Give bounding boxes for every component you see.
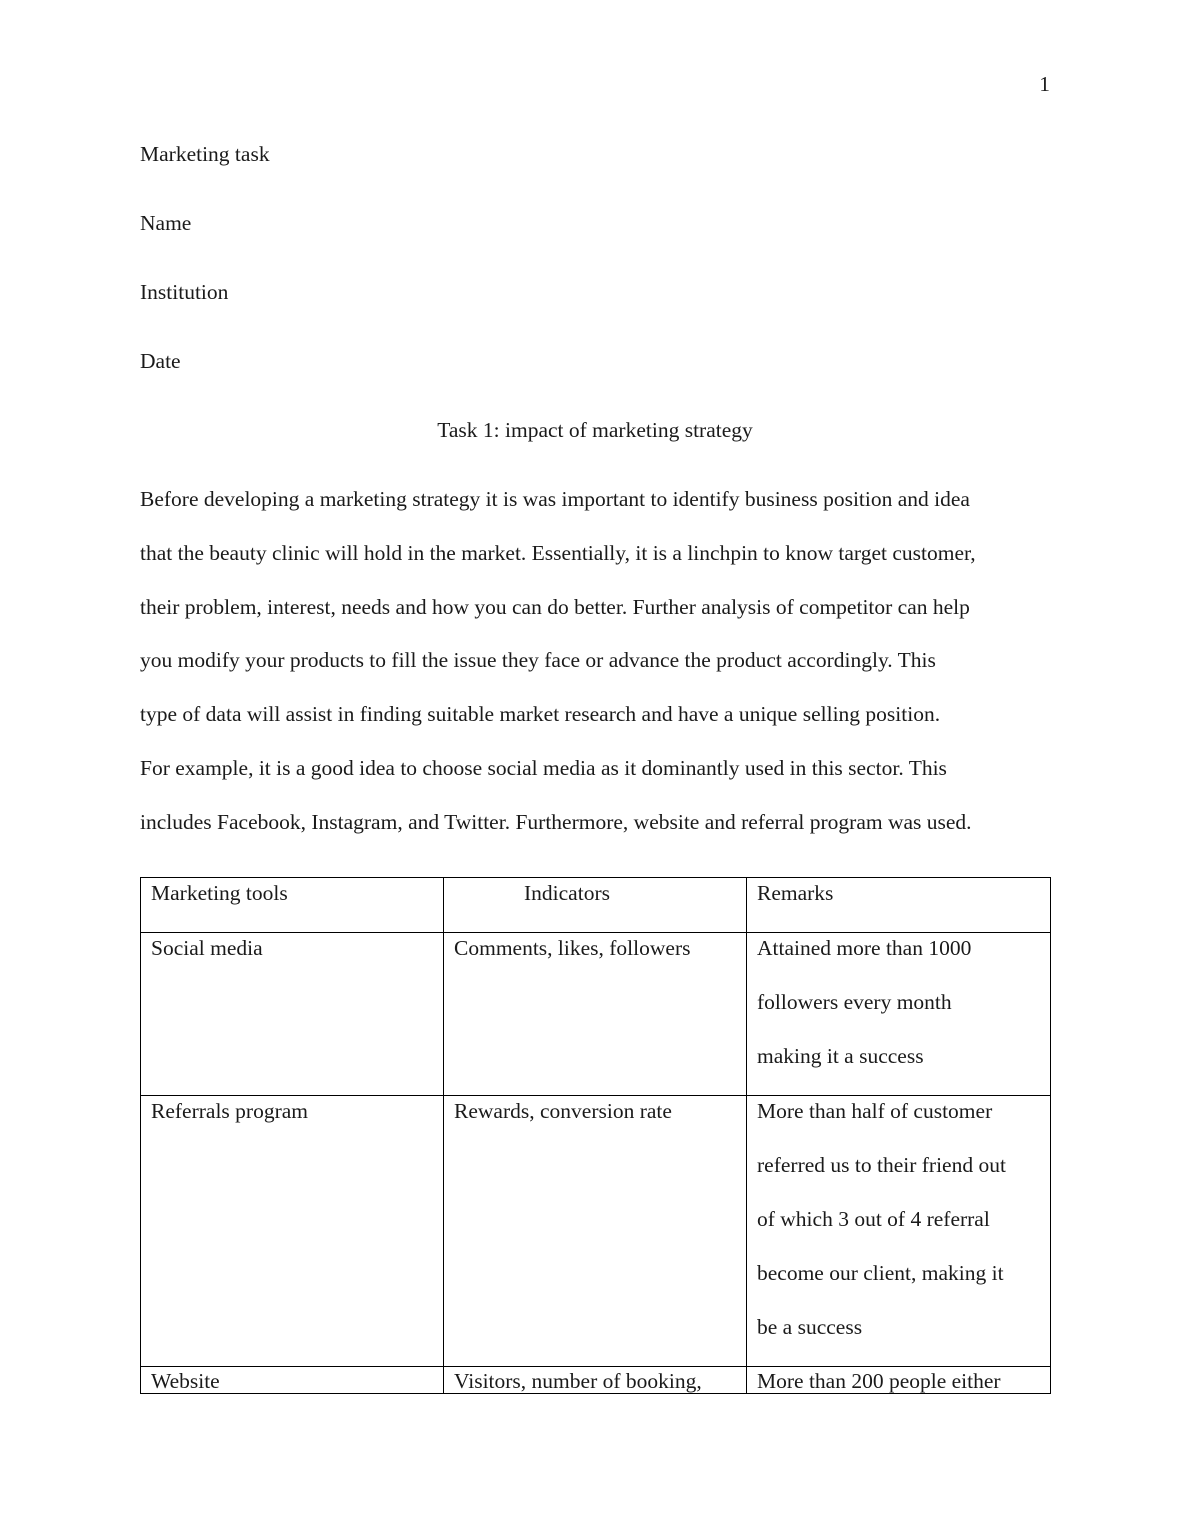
paragraph-line: their problem, interest, needs and how you can do better. Further analysis of competitor can help [140,594,970,619]
remark-line: followers every month [757,990,952,1014]
paragraph-line: type of data will assist in finding suitable market research and have a unique selling position. [140,702,941,727]
table-cell [444,1367,747,1394]
document-title: Marketing task [140,142,270,166]
institution: Institution [140,280,229,304]
paragraph-line: includes Facebook, Instagram, and Twitter. Furthermore, website and referral program was used. [140,809,972,834]
header-indicators: Indicators [524,881,610,905]
remark-line: of which 3 out of 4 referral [757,1207,990,1231]
tool-indicators: Visitors, number of booking, [454,1369,702,1393]
table-header-row [141,878,1051,933]
table-row [141,1367,1051,1394]
remark-line: be a success [757,1315,863,1339]
table-cell [747,1096,1051,1367]
remark-line: More than 200 people either [757,1369,1001,1393]
body-paragraph [140,473,1052,850]
table-cell [141,1096,444,1367]
table-row [141,933,1051,1096]
remark-line: More than half of customer [757,1099,993,1123]
table-cell [141,933,444,1096]
remark-line: making it a success [757,1044,924,1068]
table-cell [444,933,747,1096]
date: Date [140,349,181,373]
paragraph-line: that the beauty clinic will hold in the market. Essentially, it is a linchpin to know target customer, [140,540,976,565]
tool-indicators: Comments, likes, followers [454,936,691,960]
remark-line: become our client, making it [757,1261,1004,1285]
table-row [141,1096,1051,1367]
tool-name: Referrals program [151,1099,308,1123]
paragraph-line: Before developing a marketing strategy it is was important to identify business position and idea [140,487,970,511]
table-header-cell [747,878,1051,933]
remark-line: referred us to their friend out [757,1153,1006,1177]
section-heading: Task 1: impact of marketing strategy [437,418,753,442]
table-cell [747,933,1051,1096]
table-header-cell [444,878,747,933]
paragraph-line: you modify your products to fill the issue they face or advance the product accordingly. This [140,648,936,673]
tool-name: Social media [151,936,263,960]
tool-name: Website [151,1369,220,1393]
table-cell [141,1367,444,1394]
table-header-cell [141,878,444,933]
header-marketing-tools: Marketing tools [151,881,288,905]
paragraph-line: For example, it is a good idea to choose social media as it dominantly used in this sector. This [140,755,947,780]
remark-line: Attained more than 1000 [757,936,972,960]
table-cell [444,1096,747,1367]
tool-indicators: Rewards, conversion rate [454,1099,672,1123]
page-number: 1 [1039,72,1050,96]
marketing-tools-table [140,877,1051,1394]
table-cell [747,1367,1051,1394]
author-name: Name [140,211,192,235]
header-remarks: Remarks [757,881,834,905]
